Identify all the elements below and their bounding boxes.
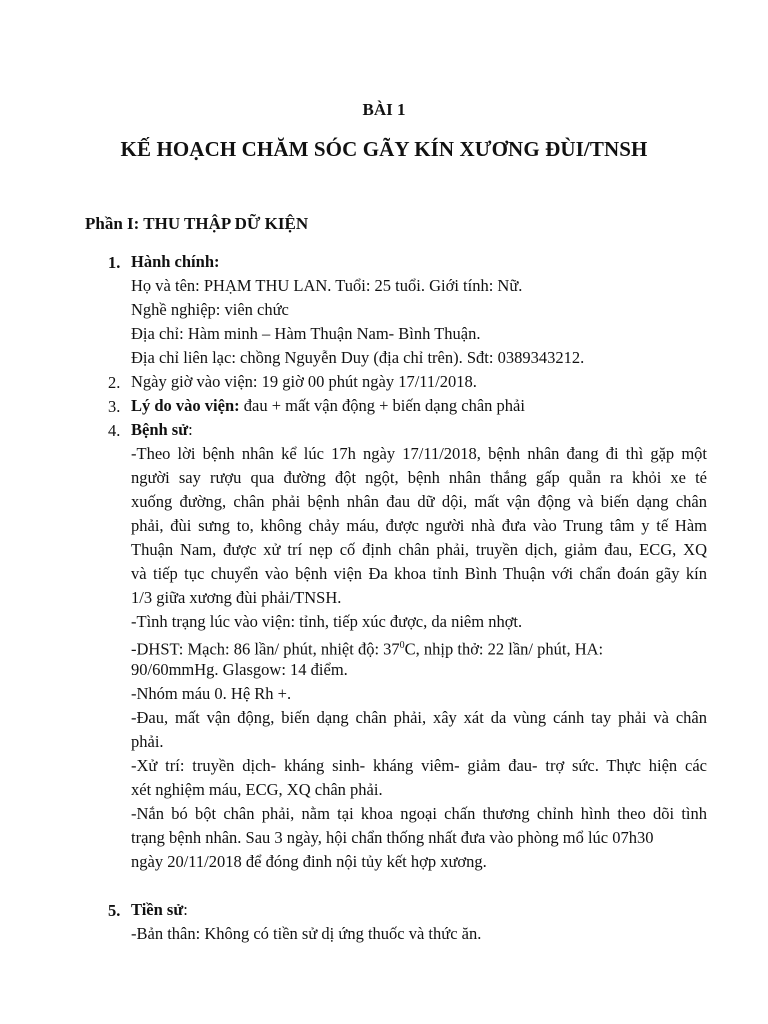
section-1-line: Họ và tên: PHẠM THU LAN. Tuổi: 25 tuổi. Giới tính: Nữ. <box>131 276 523 295</box>
section-1-line: Địa chỉ: Hàm minh – Hàm Thuận Nam- Bình Thuận. <box>131 324 481 343</box>
history-line: phải. <box>131 732 164 751</box>
history-line <box>131 443 707 465</box>
history-line-text: người say rượu qua đường đột ngột, bệnh nhân thắng gấp quẵn ra khỏi xe té <box>131 468 707 487</box>
section-3-label: Lý do vào viện: <box>131 396 240 415</box>
degree-superscript: 0 <box>399 640 405 651</box>
history-line <box>131 803 707 825</box>
history-line-text: -Theo lời bệnh nhân kể lúc 17h ngày 17/11/2018, bệnh nhân đang đi thì gặp một <box>131 444 707 463</box>
section-1-line: Nghề nghiệp: viên chức <box>131 300 289 319</box>
history-line: 90/60mmHg. Glasgow: 14 điểm. <box>131 660 348 679</box>
history-line-text: -Xử trí: truyền dịch- kháng sinh- kháng viêm- giảm đau- trợ sức. Thực hiện các <box>131 756 707 775</box>
history-line <box>131 467 707 489</box>
section-3-line <box>131 395 525 417</box>
history-line <box>131 515 707 537</box>
section-2-number: 2. <box>108 373 121 392</box>
history-line <box>131 539 707 561</box>
section-4-number: 4. <box>108 421 121 440</box>
section-4-title <box>131 419 193 441</box>
section-5-number: 5. <box>108 901 121 920</box>
history-line-text: và tiếp tục chuyển vào bệnh viện Đa khoa tỉnh Bình Thuận với chẩn đoán gãy kín <box>131 564 707 583</box>
document-heading: KẾ HOẠCH CHĂM SÓC GÃY KÍN XƯƠNG ĐÙI/TNSH <box>120 137 648 161</box>
history-line: -Tình trạng lúc vào viện: tỉnh, tiếp xúc được, da niêm nhợt. <box>131 612 523 631</box>
section-5-label: Tiền sử <box>131 900 184 919</box>
history-line: ngày 20/11/2018 để đóng đinh nội tủy kết hợp xương. <box>131 852 487 871</box>
section-1-title: Hành chính: <box>131 252 220 271</box>
section-4-colon: : <box>188 420 193 439</box>
section-5-title <box>131 899 188 921</box>
history-line-text: Thuận Nam, được xử trí nẹp cố định chân phải, truyền dịch, giảm đau, ECG, XQ <box>131 540 707 559</box>
section-3-text: đau + mất vận động + biến dạng chân phải <box>239 396 525 415</box>
history-line-text: -Nắn bó bột chân phải, nằm tại khoa ngoại chấn thương chỉnh hình theo dõi tình <box>131 804 707 823</box>
history-line: trạng bệnh nhân. Sau 3 ngày, hội chẩn thống nhất đưa vào phòng mổ lúc 07h30 <box>131 828 654 847</box>
vital-signs-text-rest: C, nhịp thở: 22 lần/ phút, HA: <box>404 639 604 659</box>
part-heading: Phần I: THU THẬP DỮ KIỆN <box>85 214 309 233</box>
section-5-colon: : <box>183 900 188 919</box>
section-2-text: Ngày giờ vào viện: 19 giờ 00 phút ngày 17/11/2018. <box>131 372 477 391</box>
history-line: -Nhóm máu 0. Hệ Rh +. <box>131 684 292 703</box>
history-line-text: -Đau, mất vận động, biến dạng chân phải, xây xát da vùng cánh tay phải và chân <box>131 708 707 727</box>
history-line: xét nghiệm máu, ECG, XQ chân phải. <box>131 780 383 799</box>
vital-signs-text: -DHST: Mạch: 86 lần/ phút, nhiệt độ: 37 <box>131 639 400 659</box>
lesson-title: BÀI 1 <box>362 100 406 119</box>
vital-signs-line <box>131 635 707 661</box>
history-line-text: xuống đường, chân phải bệnh nhân đau dữ dội, mất vận động và biến dạng chân <box>131 492 707 511</box>
history-line-text: phải, đùi sưng to, không chảy máu, được người nhà đưa vào Trung tâm y tế Hàm <box>131 516 707 535</box>
section-1-line: Địa chỉ liên lạc: chồng Nguyễn Duy (địa chỉ trên). Sđt: 0389343212. <box>131 348 585 367</box>
history-line <box>131 491 707 513</box>
section-3-number: 3. <box>108 397 121 416</box>
section-5-line: -Bản thân: Không có tiền sử dị ứng thuốc và thức ăn. <box>131 924 482 943</box>
history-line <box>131 707 707 729</box>
section-4-label: Bệnh sử <box>131 420 189 439</box>
history-line <box>131 563 707 585</box>
history-line <box>131 755 707 777</box>
history-line: 1/3 giữa xương đùi phải/TNSH. <box>131 588 342 607</box>
section-1-number: 1. <box>108 253 121 272</box>
